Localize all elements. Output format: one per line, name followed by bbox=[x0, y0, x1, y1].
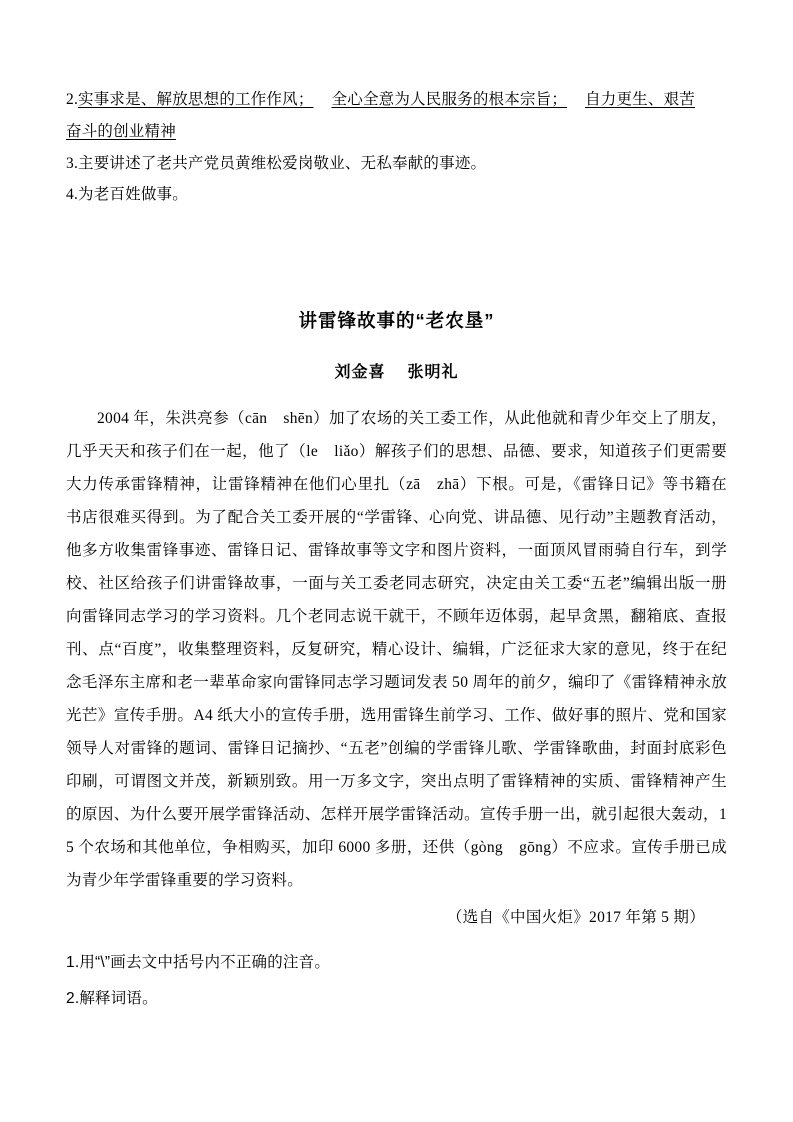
question-2-text: 解释词语。 bbox=[79, 989, 158, 1007]
answer-item-2-part3: 自力更生、艰苦 bbox=[585, 91, 695, 108]
answer-item-2 bbox=[66, 84, 727, 116]
article-source: （选自《中国火炬》2017 年第 5 期） bbox=[446, 909, 705, 927]
answer-item-2-part1: 实事求是、解放思想的工作作风； bbox=[78, 91, 314, 108]
question-item-2 bbox=[66, 981, 727, 1017]
questions-section bbox=[66, 945, 727, 1016]
article-title: 讲雷锋故事的“老农垦” bbox=[298, 310, 495, 332]
section-spacer bbox=[66, 211, 727, 307]
answer-item-4 bbox=[66, 179, 727, 211]
answer-item-4-text: 为老百姓做事。 bbox=[78, 186, 188, 204]
answer-item-2-continued bbox=[66, 116, 727, 148]
answer-item-2-part2: 全心全意为人民服务的根本宗旨； bbox=[331, 91, 568, 108]
answer-item-3 bbox=[66, 148, 727, 180]
article-author-2: 张明礼 bbox=[407, 364, 459, 382]
article-body: 2004 年，朱洪亮参（cān shēn）加了农场的关工委工作，从此他就和青少年交上了朋友，几乎天天和孩子们在一起，他了（le liǎo）解孩子们的思想、品德、要求，知道孩子们更需要大力传承雷锋精神，让雷锋精神在他们心里扎（zā zhā）下根。可是，《雷锋日记》等书籍在书店很难买得到。为了配合关工委开展的“学雷锋、心向党、讲品德、见行动”主题教育活动，他多方收集雷锋事迹、雷锋日记、雷锋故事等文字和图片资料，一面顶风冒雨骑自行车，到学校、社区给孩子们讲雷锋故事，一面与关工委老同志研究，决定由关工委“五老”编辑出版一册向雷锋同志学习的学习资料。几个老同志说干就干，不顾年迈体弱，起早贪黑，翻箱底、查报刊、点“百度”，收集整理资料，反复研究，精心设计、编辑，广泛征求大家的意见，终于在纪念毛泽东主席和老一辈革命家向雷锋同志学习题词发表 50 周年的前夕，编印了《雷锋精神永放光芒》宣传手册。A4 纸大小的宣传手册，选用雷锋生前学习、工作、做好事的照片、党和国家领导人对雷锋的题词、雷锋日记摘抄、“五老”创编的学雷锋儿歌、学雷锋歌曲，封面封底彩色印刷，可谓图文并茂，新颖别致。用一万多文字，突出点明了雷锋精神的实质、雷锋精神产生的原因、为什么要开展学雷锋活动、怎样开展学雷锋活动。宣传手册一出，就引起很大轰动，15 个农场和其他单位，争相购买，加印 6000 多册，还供（gòng gōng）不应求。宣传手册已成为青少年学雷锋重要的学习资料。 bbox=[66, 410, 727, 890]
article-author-1: 刘金喜 bbox=[334, 364, 386, 382]
answer-item-2-number: 2. bbox=[66, 91, 79, 108]
answer-item-3-number: 3. bbox=[66, 154, 79, 172]
question-item-1 bbox=[66, 945, 727, 981]
question-1-text: 用“\”画去文中括号内不正确的注音。 bbox=[79, 954, 331, 972]
question-2-number: 2. bbox=[66, 989, 80, 1007]
answer-item-2-part4: 奋斗的创业精神 bbox=[66, 122, 176, 140]
article-authors bbox=[66, 359, 727, 382]
answer-item-4-number: 4. bbox=[66, 186, 79, 204]
question-1-number: 1. bbox=[66, 954, 80, 972]
answer-item-3-text: 主要讲述了老共产党员黄维松爱岗敬业、无私奉献的事迹。 bbox=[78, 154, 487, 172]
answers-section bbox=[66, 84, 727, 211]
